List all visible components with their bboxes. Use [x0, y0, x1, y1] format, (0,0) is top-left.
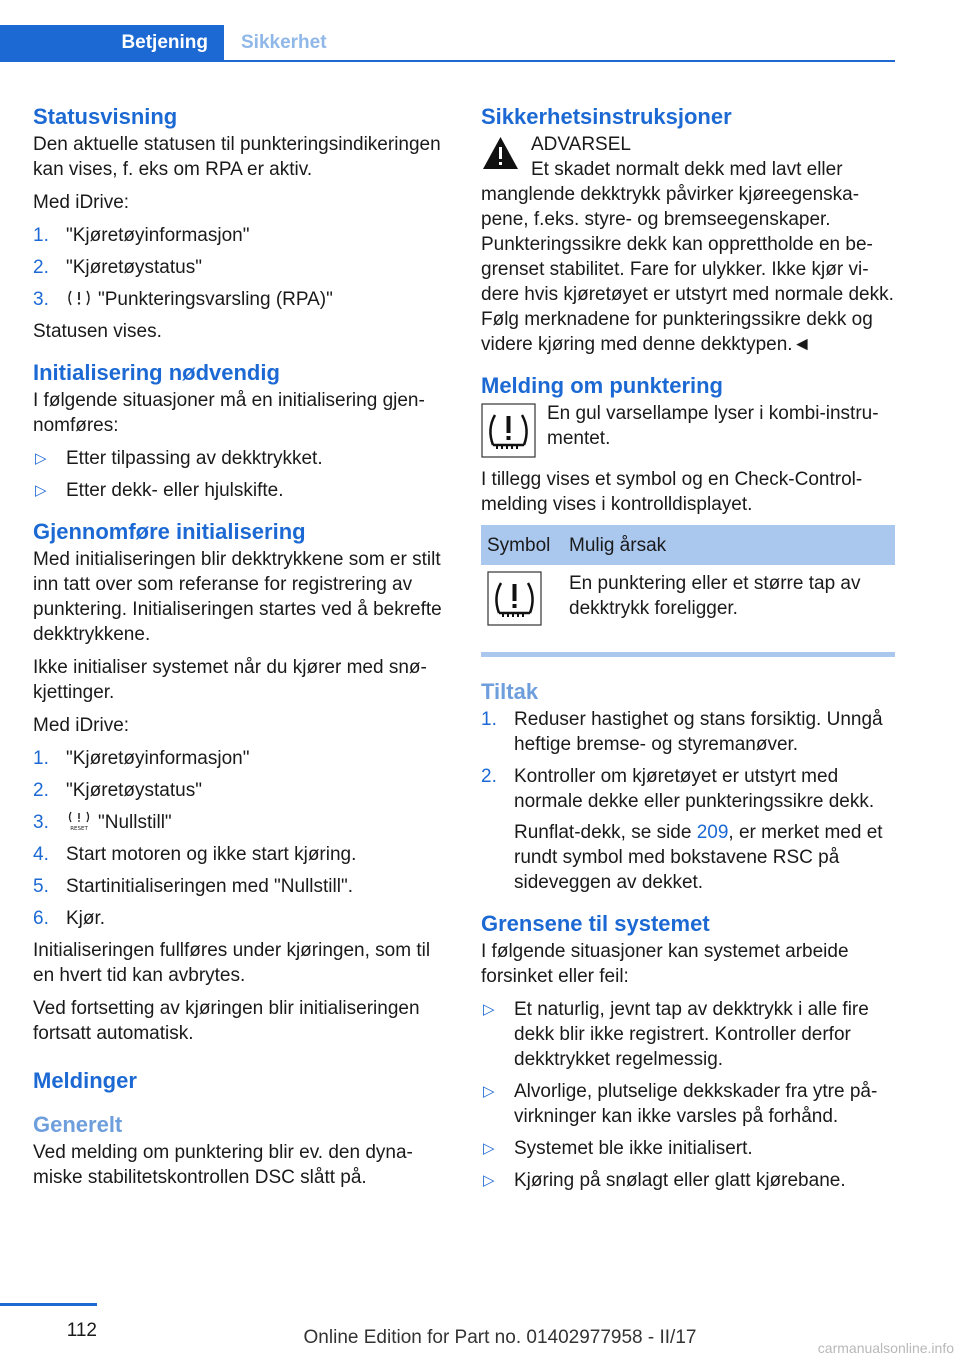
page-link[interactable]: 209	[696, 822, 729, 843]
triangle-bullet-icon: ▷	[35, 450, 47, 467]
list-item: 1. "Kjøretøyinformasjon"	[33, 225, 250, 246]
list-item: 1. Reduser hastighet og stans forsiktig. Unngå heftige bremse- og styremanøver.	[481, 709, 883, 755]
warning-block	[481, 132, 895, 182]
edition-footer: Online Edition for Part no. 01402977958 - II/17	[303, 1327, 697, 1348]
table-header-row	[481, 525, 895, 565]
grenser-intro: I følgende situasjoner kan systemet arbeide forsinket eller feil:	[481, 941, 849, 987]
statusvisning-med-idrive: Med iDrive:	[33, 192, 130, 213]
list-item: 5. Startinitialiseringen med "Nullstill".	[33, 876, 353, 897]
heading-generelt: Generelt	[33, 1112, 123, 1137]
list-item: 4. Start motoren og ikke start kjøring.	[33, 844, 357, 865]
list-item: 6. Kjør.	[33, 908, 106, 929]
statusvisning-intro: Den aktuelle statusen til punkteringsindikeringen kan vises, f. eks om RPA er aktiv.	[33, 134, 441, 180]
tire-pressure-warning-icon	[487, 571, 542, 626]
statusvisning-steps	[33, 223, 443, 312]
list-item: ▷ Etter tilpassing av dekktrykket.	[35, 448, 323, 469]
table-cell-cause: En punktering eller et større tap av dekktrykk foreligger.	[569, 573, 861, 619]
warning-body: manglende dekktrykk påvirker kjøreegenskapene, f.eks. styre- og bremseegenskaper. Punkteringssikre dekk kan opprettholde en begrenset stabilitet. Fare for ulykker. Ikke kjør videre hvis kjøretøyet er utstyrt med normale dekk. Følg merknadene for punkteringssikre dekk og videre kjøring med denne dekktypen.◄	[481, 184, 894, 355]
list-item: 2. "Kjøretøystatus"	[33, 780, 202, 801]
tire-pressure-warning-icon	[481, 403, 536, 458]
right-column	[481, 100, 895, 1200]
left-column	[33, 100, 443, 1198]
heading-tiltak: Tiltak	[481, 679, 539, 704]
melding-p1: I tillegg vises et symbol og en Check-Control-melding vises i kontrolldisplayet.	[481, 469, 863, 515]
table-header-cause: Mulig årsak	[563, 525, 895, 565]
heading-do-init: Gjennomføre initialisering	[33, 519, 306, 544]
triangle-bullet-icon: ▷	[483, 1172, 495, 1189]
list-item: ▷ Kjøring på snølagt eller glatt kjørebane.	[483, 1170, 846, 1191]
triangle-bullet-icon: ▷	[483, 1140, 495, 1157]
triangle-bullet-icon: ▷	[35, 482, 47, 499]
tire-reset-icon	[66, 811, 92, 831]
page-number: 112	[0, 1303, 97, 1342]
init-needed-intro: I følgende situasjoner må en initialisering gjennomføres:	[33, 390, 425, 436]
lamp-paragraph	[481, 401, 895, 457]
do-init-med-idrive: Med iDrive:	[33, 715, 130, 736]
list-item: 1. "Kjøretøyinformasjon"	[33, 748, 250, 769]
tab-betjening[interactable]: Betjening	[0, 25, 224, 60]
statusvisning-result: Statusen vises.	[33, 321, 162, 342]
table-row	[481, 565, 895, 639]
header-tabs	[0, 25, 895, 62]
svg-text:RESET: RESET	[70, 826, 88, 831]
do-init-p4: Ved fortsetting av kjøringen blir initialiseringen fortsatt automatisk.	[33, 998, 420, 1044]
warning-label: ADVARSEL	[531, 134, 631, 155]
tire-warning-icon	[66, 288, 92, 308]
list-item: ▷ Etter dekk- eller hjulskifte.	[35, 480, 284, 501]
tab-sikkerhet[interactable]: Sikkerhet	[241, 32, 327, 53]
heading-init-needed: Initialisering nødvendig	[33, 360, 280, 385]
meldinger-text: Ved melding om punktering blir ev. den dynamiske stabilitetskontrollen DSC slått på.	[33, 1142, 413, 1188]
heading-meldinger: Meldinger	[33, 1068, 137, 1093]
table-header-symbol: Symbol	[481, 525, 563, 565]
list-item: 2. Kontroller om kjøretøyet er utstyrt med normale dekke eller punkteringssikre dekk. Runflat-dekk, se side 209, er merket med et rundt symbol med bokstavene RSC på sideveggen av dekket.	[481, 764, 895, 895]
heading-melding: Melding om punktering	[481, 373, 723, 398]
warning-first-line: Et skadet normalt dekk med lavt eller	[531, 159, 843, 180]
list-item: ▷ Systemet ble ikke initialisert.	[483, 1138, 753, 1159]
heading-safety: Sikkerhetsinstruksjoner	[481, 104, 732, 129]
list-item: 2. "Kjøretøystatus"	[33, 257, 202, 278]
list-item: ▷ Alvorlige, plutselige dekkskader fra ytre påvirkninger kan ikke varsles på forhånd.	[483, 1081, 878, 1127]
table-cell-symbol	[481, 565, 563, 639]
list-item: 3. "Punkteringsvarsling (RPA)"	[33, 289, 333, 310]
grenser-bullets	[481, 997, 895, 1193]
do-init-p1: Med initialiseringen blir dekktrykkene som er stilt inn tatt over som referanse for registrering av punktering. Initialiseringen startes ved å bekrefte dekktrykkene.	[33, 549, 442, 645]
symbol-table	[481, 525, 895, 639]
list-item: 3. RESET "Nullstill"	[33, 812, 172, 833]
runflat-note: Runflat-dekk, se side 209, er merket med et rundt symbol med bokstavene RSC på sideveggen av dekket.	[514, 822, 883, 893]
list-item: ▷ Et naturlig, jevnt tap av dekktrykk i alle fire dekk blir ikke registrert. Kontroller derfor dekktrykket regelmessig.	[483, 999, 869, 1070]
triangle-bullet-icon: ▷	[483, 1083, 495, 1100]
do-init-steps	[33, 746, 443, 931]
triangle-bullet-icon: ▷	[483, 1001, 495, 1018]
lamp-text: En gul varsellampe lyser i kombi-instrumentet.	[547, 403, 879, 449]
heading-statusvisning: Statusvisning	[33, 104, 178, 129]
tiltak-steps	[481, 707, 895, 895]
watermark: carmanualsonline.info	[817, 1340, 954, 1356]
do-init-p3: Initialiseringen fullføres under kjøringen, som til en hvert tid kan avbrytes.	[33, 940, 431, 986]
do-init-p2: Ikke initialiser systemet når du kjører med snøkjettinger.	[33, 657, 427, 703]
heading-grenser: Grensene til systemet	[481, 911, 710, 936]
warning-triangle-icon	[481, 135, 520, 171]
table-bottom-rule	[481, 639, 895, 657]
init-needed-bullets	[33, 446, 443, 503]
